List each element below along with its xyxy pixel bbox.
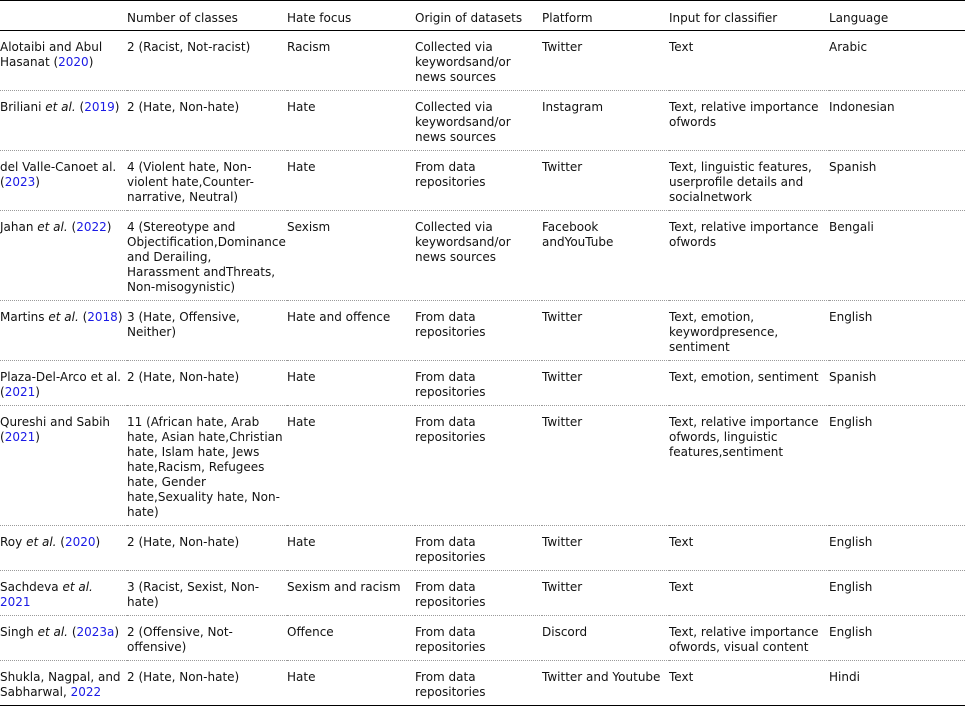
author-text: Sachdeva xyxy=(0,580,63,594)
et-al-text: et al. xyxy=(45,100,76,114)
platform-cell: Twitter xyxy=(542,370,583,384)
language-cell: English xyxy=(829,310,873,324)
author-close: ) xyxy=(95,535,101,549)
input-cell: Text xyxy=(669,580,694,594)
author-text: Plaza-Del-Arco et al. ( xyxy=(0,370,121,399)
author-text: Alotaibi and Abul Hasanat ( xyxy=(0,40,103,69)
classes-cell: 3 (Hate, Offensive, Neither) xyxy=(127,310,240,339)
study-cell xyxy=(0,211,127,301)
table-row xyxy=(0,571,965,616)
author-close: ) xyxy=(35,385,40,399)
author-text: Shukla, Nagpal, and Sabharwal, xyxy=(0,670,121,699)
header-input-for-classifier: Input for classifier xyxy=(669,1,829,31)
table-row xyxy=(0,151,965,211)
language-cell: Spanish xyxy=(829,370,877,384)
platform-cell: Twitter xyxy=(542,310,583,324)
header-language: Language xyxy=(829,1,965,31)
classes-cell: 2 (Offensive, Not-offensive) xyxy=(127,625,233,654)
citation-year-link[interactable]: 2021 xyxy=(4,430,36,444)
input-cell: Text, relative importance ofwords, visual content xyxy=(669,625,819,654)
hate-focus-cell: Hate xyxy=(287,535,316,549)
hate-focus-cell: Hate xyxy=(287,670,316,684)
author-close: ) xyxy=(117,310,123,324)
study-cell xyxy=(0,31,127,91)
study-cell xyxy=(0,661,127,706)
origin-cell: From data repositories xyxy=(415,415,486,444)
header-row xyxy=(0,1,965,31)
language-cell: Arabic xyxy=(829,40,868,54)
language-cell: English xyxy=(829,415,873,429)
origin-cell: Collected via keywordsand/or news sources xyxy=(415,100,511,144)
author-text: Briliani xyxy=(0,100,46,114)
hate-focus-cell: Hate and offence xyxy=(287,310,391,324)
header-number-of-classes: Number of classes xyxy=(127,1,287,31)
author-close: ) xyxy=(35,430,40,444)
input-cell: Text, relative importance ofwords xyxy=(669,220,819,249)
language-cell: English xyxy=(829,625,873,639)
author-text: del Valle-Canoet al. ( xyxy=(0,160,117,189)
author-sep: ( xyxy=(56,535,65,549)
study-cell xyxy=(0,301,127,361)
platform-cell: Twitter and Youtube xyxy=(542,670,661,684)
origin-cell: From data repositories xyxy=(415,535,486,564)
author-sep: ( xyxy=(78,310,88,324)
input-cell: Text xyxy=(669,670,694,684)
citation-year-link[interactable]: 2018 xyxy=(87,310,118,324)
origin-cell: From data repositories xyxy=(415,670,486,699)
table-row xyxy=(0,526,965,571)
platform-cell: Instagram xyxy=(542,100,604,114)
input-cell: Text, emotion, keywordpresence, sentiment xyxy=(669,310,779,354)
input-cell: Text, linguistic features, userprofile details and socialnetwork xyxy=(669,160,812,204)
language-cell: Bengali xyxy=(829,220,874,234)
origin-cell: Collected via keywordsand/or news sources xyxy=(415,220,511,264)
study-cell xyxy=(0,361,127,406)
citation-year-link[interactable]: 2021 xyxy=(4,385,36,399)
author-text: Roy xyxy=(0,535,27,549)
header-hate-focus: Hate focus xyxy=(287,1,415,31)
table-row xyxy=(0,616,965,661)
citation-year-link[interactable]: 2020 xyxy=(58,55,89,69)
author-close: ) xyxy=(114,100,120,114)
hate-focus-cell: Racism xyxy=(287,40,331,54)
table-row xyxy=(0,406,965,526)
author-text: Martins xyxy=(0,310,49,324)
hate-focus-cell: Sexism and racism xyxy=(287,580,401,594)
platform-cell: Twitter xyxy=(542,415,583,429)
language-cell: English xyxy=(829,580,873,594)
origin-cell: Collected via keywordsand/or news sources xyxy=(415,40,511,84)
platform-cell: Twitter xyxy=(542,580,583,594)
platform-cell: Discord xyxy=(542,625,588,639)
input-cell: Text xyxy=(669,535,694,549)
origin-cell: From data repositories xyxy=(415,580,486,609)
classes-cell: 3 (Racist, Sexist, Non-hate) xyxy=(127,580,260,609)
author-text: Singh xyxy=(0,625,38,639)
table-row xyxy=(0,211,965,301)
author-close: ) xyxy=(88,55,94,69)
author-sep: ( xyxy=(67,220,77,234)
input-cell: Text, relative importance ofwords, linguistic features,sentiment xyxy=(669,415,819,459)
study-cell xyxy=(0,616,127,661)
author-close: ) xyxy=(35,175,40,189)
author-close: ) xyxy=(114,625,120,639)
platform-cell: Twitter xyxy=(542,40,583,54)
et-al-text: et al. xyxy=(26,535,57,549)
classes-cell: 11 (African hate, Arab hate, Asian hate,Christian hate, Islam hate, Jews hate,Racism, Refugees hate, Gender hate,Sexuality hate, Non-hate) xyxy=(127,415,283,519)
header-platform: Platform xyxy=(542,1,669,31)
input-cell: Text, emotion, sentiment xyxy=(669,370,819,384)
author-close: ) xyxy=(106,220,112,234)
study-cell xyxy=(0,91,127,151)
header-origin-of-datasets: Origin of datasets xyxy=(415,1,542,31)
et-al-text: et al. xyxy=(37,220,68,234)
platform-cell: Twitter xyxy=(542,160,583,174)
study-cell xyxy=(0,406,127,526)
author-text: Jahan xyxy=(0,220,38,234)
platform-cell: Facebook andYouTube xyxy=(542,220,614,249)
hate-focus-cell: Hate xyxy=(287,370,316,384)
author-sep: ( xyxy=(68,625,77,639)
citation-year-link[interactable]: 2022 xyxy=(70,685,102,699)
language-cell: Spanish xyxy=(829,160,877,174)
table-row xyxy=(0,91,965,151)
input-cell: Text, relative importance ofwords xyxy=(669,100,819,129)
origin-cell: From data repositories xyxy=(415,370,486,399)
input-cell: Text xyxy=(669,40,694,54)
table-row xyxy=(0,31,965,91)
et-al-text: et al. xyxy=(48,310,79,324)
author-sep: ( xyxy=(75,100,85,114)
hate-focus-cell: Sexism xyxy=(287,220,331,234)
language-cell: Hindi xyxy=(829,670,860,684)
platform-cell: Twitter xyxy=(542,535,583,549)
table-row xyxy=(0,661,965,706)
study-cell xyxy=(0,571,127,616)
classes-cell: 2 (Hate, Non-hate) xyxy=(127,670,240,684)
origin-cell: From data repositories xyxy=(415,625,486,654)
hate-focus-cell: Offence xyxy=(287,625,334,639)
header-study xyxy=(0,1,127,31)
language-cell: Indonesian xyxy=(829,100,895,114)
classes-cell: 2 (Racist, Not-racist) xyxy=(127,40,251,54)
citation-year-link[interactable]: 2019 xyxy=(84,100,115,114)
origin-cell: From data repositories xyxy=(415,310,486,339)
citation-year-link[interactable]: 2022 xyxy=(76,220,107,234)
et-al-text: et al. xyxy=(37,625,68,639)
hate-focus-cell: Hate xyxy=(287,160,316,174)
classes-cell: 2 (Hate, Non-hate) xyxy=(127,535,240,549)
citation-year-link[interactable]: 2021 xyxy=(0,595,31,609)
classes-cell: 2 (Hate, Non-hate) xyxy=(127,370,240,384)
et-al-text: et al. xyxy=(62,580,93,594)
table-row xyxy=(0,361,965,406)
table-row xyxy=(0,301,965,361)
hate-focus-cell: Hate xyxy=(287,415,316,429)
classes-cell: 4 (Violent hate, Non-violent hate,Counter-narrative, Neutral) xyxy=(127,160,254,204)
classes-cell: 4 (Stereotype and Objectification,Dominance and Derailing, Harassment andThreats, Non-misogynistic) xyxy=(127,220,286,294)
citation-year-link[interactable]: 2020 xyxy=(64,535,96,549)
study-cell xyxy=(0,526,127,571)
language-cell: English xyxy=(829,535,873,549)
citation-year-link[interactable]: 2023a xyxy=(76,625,115,639)
hate-focus-cell: Hate xyxy=(287,100,316,114)
author-text: Qureshi and Sabih ( xyxy=(0,415,111,444)
classes-cell: 2 (Hate, Non-hate) xyxy=(127,100,240,114)
citation-year-link[interactable]: 2023 xyxy=(4,175,36,189)
origin-cell: From data repositories xyxy=(415,160,486,189)
study-cell xyxy=(0,151,127,211)
